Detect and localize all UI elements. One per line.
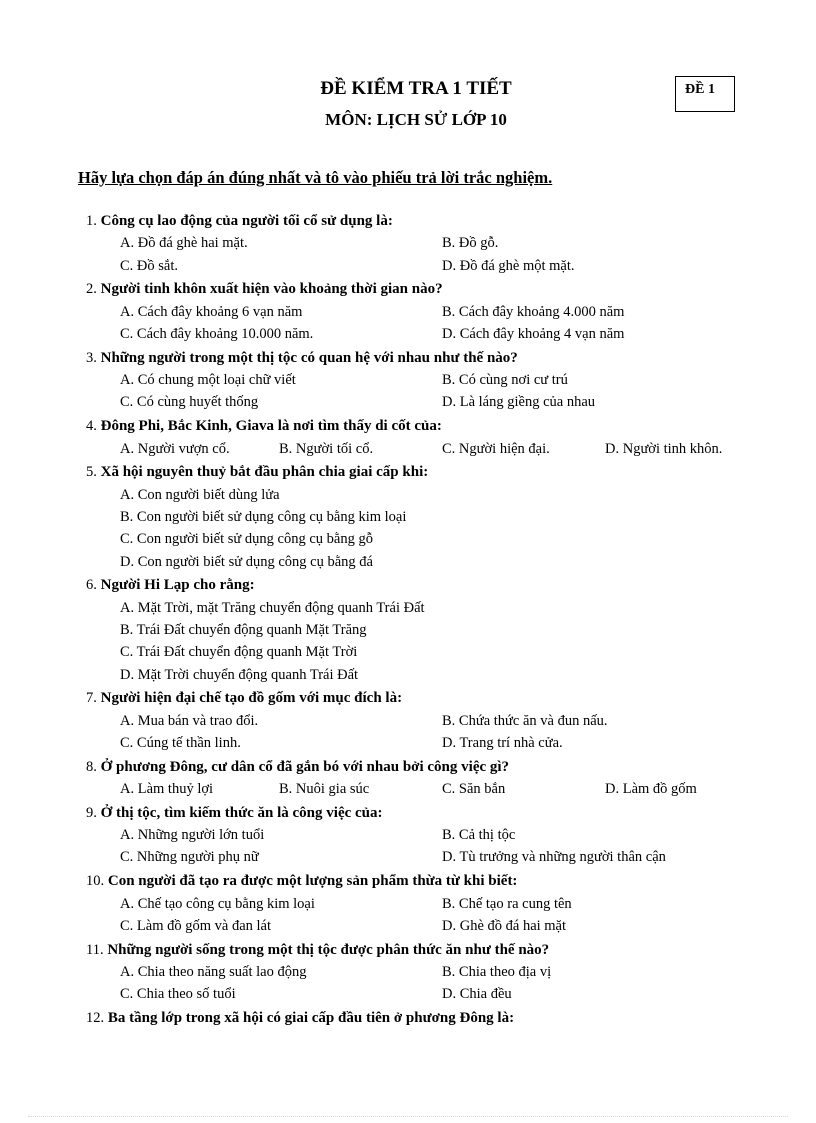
question-text: Ba tầng lớp trong xã hội có giai cấp đầu tiên ở phương Đông là: [104,1010,515,1026]
question-number: 7. [86,690,97,707]
question-7-option-b: B. Chứa thức ăn và đun nấu. [442,712,608,729]
question-11-stem [86,939,786,961]
question-text: Người tinh khôn xuất hiện vào khoảng thời gian nào? [96,281,443,298]
question-11-option-a: A. Chia theo năng suất lao động [120,963,307,980]
question-1-stem [86,210,786,232]
question-1-option-a: A. Đồ đá ghè hai mặt. [120,235,248,252]
question-7-option-a: A. Mua bán và trao đổi. [120,712,259,729]
question-6-option-d: D. Mặt Trời chuyển động quanh Trái Đất [120,666,359,683]
question-number: 12. [86,1010,105,1026]
question-9-stem [86,802,786,824]
question-7-stem [86,687,786,709]
question-1-option-d: D. Đồ đá ghè một mặt. [442,257,575,274]
question-10-option-c: C. Làm đồ gốm và đan lát [120,917,272,934]
question-5-stem [86,461,786,483]
instruction-text: Hãy lựa chọn đáp án đúng nhất và tô vào phiếu trả lời trắc nghiệm. [78,168,553,187]
question-1-option-c: C. Đồ sắt. [120,257,178,274]
question-8-option-a: A. Làm thuỷ lợi [120,781,214,797]
question-7-option-c: C. Cúng tế thần linh. [120,734,241,751]
question-number: 4. [86,418,97,435]
question-5-option-b: B. Con người biết sử dụng công cụ bằng kim loại [120,508,407,525]
question-11-option-c: C. Chia theo số tuổi [120,986,236,1003]
question-10-option-a: A. Chế tạo công cụ bằng kim loại [120,895,315,912]
question-text: Ở thị tộc, tìm kiếm thức ăn là công việc của: [96,804,383,821]
question-4-stem [86,415,786,437]
question-4-option-a: A. Người vượn cổ. [120,440,230,457]
question-12-stem [86,1007,786,1029]
question-2-stem [86,278,786,300]
question-1-option-b: B. Đồ gỗ. [442,235,499,252]
question-number: 9. [86,804,97,821]
question-text: Con người đã tạo ra được một lượng sản phẩm thừa từ khi biết: [104,873,518,890]
question-9-option-d: D. Tù trưởng và những người thân cận [442,849,666,866]
question-number: 2. [86,281,97,298]
question-text: Người hiện đại chế tạo đồ gốm với mục đích là: [96,690,403,707]
question-4-option-c: C. Người hiện đại. [442,440,550,457]
question-10-option-d: D. Ghè đồ đá hai mặt [442,917,567,934]
question-6-option-b: B. Trái Đất chuyển động quanh Mặt Trăng [120,621,367,638]
question-2-option-a: A. Cách đây khoảng 6 vạn năm [120,303,303,320]
exam-subtitle: MÔN: LỊCH SỬ LỚP 10 [325,110,507,129]
question-number: 1. [86,213,97,229]
question-3-option-a: A. Có chung một loại chữ viết [120,372,296,389]
question-8-option-b: B. Nuôi gia súc [279,781,370,797]
question-9-option-a: A. Những người lớn tuổi [120,827,265,844]
question-8-option-d: D. Làm đồ gốm [605,781,697,797]
question-6-option-c: C. Trái Đất chuyển động quanh Mặt Trời [120,644,358,661]
question-text: Xã hội nguyên thuỷ bắt đầu phân chia giai cấp khi: [96,464,429,481]
question-9-option-c: C. Những người phụ nữ [120,849,259,866]
question-number: 5. [86,464,97,481]
question-4-option-b: B. Người tối cổ. [279,440,374,457]
question-8-option-c: C. Săn bắn [442,781,506,797]
page-bottom-divider [28,1116,788,1117]
question-number: 11. [86,941,104,958]
question-text: Người Hi Lạp cho rằng: [96,577,255,594]
question-11-option-b: B. Chia theo địa vị [442,963,552,980]
question-2-option-b: B. Cách đây khoảng 4.000 năm [442,303,625,320]
exam-title: ĐỀ KIỂM TRA 1 TIẾT [320,78,512,99]
question-2-option-d: D. Cách đây khoảng 4 vạn năm [442,326,625,342]
question-3-stem [86,347,786,369]
question-10-option-b: B. Chế tạo ra cung tên [442,895,572,912]
question-3-option-b: B. Có cùng nơi cư trú [442,372,568,389]
question-3-option-c: C. Có cùng huyết thống [120,394,259,411]
question-5-option-c: C. Con người biết sử dụng công cụ bằng gỗ [120,531,373,548]
question-2-option-c: C. Cách đây khoảng 10.000 năm. [120,326,314,342]
question-text: Những người sống trong một thị tộc được phân thức ăn như thế nào? [103,941,550,958]
question-number: 6. [86,577,97,594]
question-number: 10. [86,873,105,890]
question-11-option-d: D. Chia đều [442,986,512,1003]
question-4-option-d: D. Người tinh khôn. [605,440,723,457]
question-5-option-a: A. Con người biết dùng lửa [120,486,280,503]
question-9-option-b: B. Cả thị tộc [442,827,516,844]
exam-code-box: ĐỀ 1 [675,76,735,112]
question-5-option-d: D. Con người biết sử dụng công cụ bằng đá [120,553,373,570]
question-3-option-d: D. Là láng giềng của nhau [442,394,596,411]
question-text: Đông Phi, Bắc Kinh, Giava là nơi tìm thấy di cốt của: [96,418,442,435]
question-text: Ở phương Đông, cư dân cổ đã gắn bó với nhau bởi công việc gì? [96,758,510,775]
question-6-stem [86,574,786,596]
question-number: 8. [86,758,97,775]
question-8-stem [86,756,786,778]
question-number: 3. [86,349,97,366]
question-7-option-d: D. Trang trí nhà cửa. [442,734,563,751]
question-text: Công cụ lao động của người tối cổ sử dụng là: [96,213,393,229]
question-text: Những người trong một thị tộc có quan hệ với nhau như thế nào? [96,349,518,366]
question-6-option-a: A. Mặt Trời, mặt Trăng chuyển động quanh Trái Đất [120,599,425,616]
question-10-stem [86,870,786,892]
